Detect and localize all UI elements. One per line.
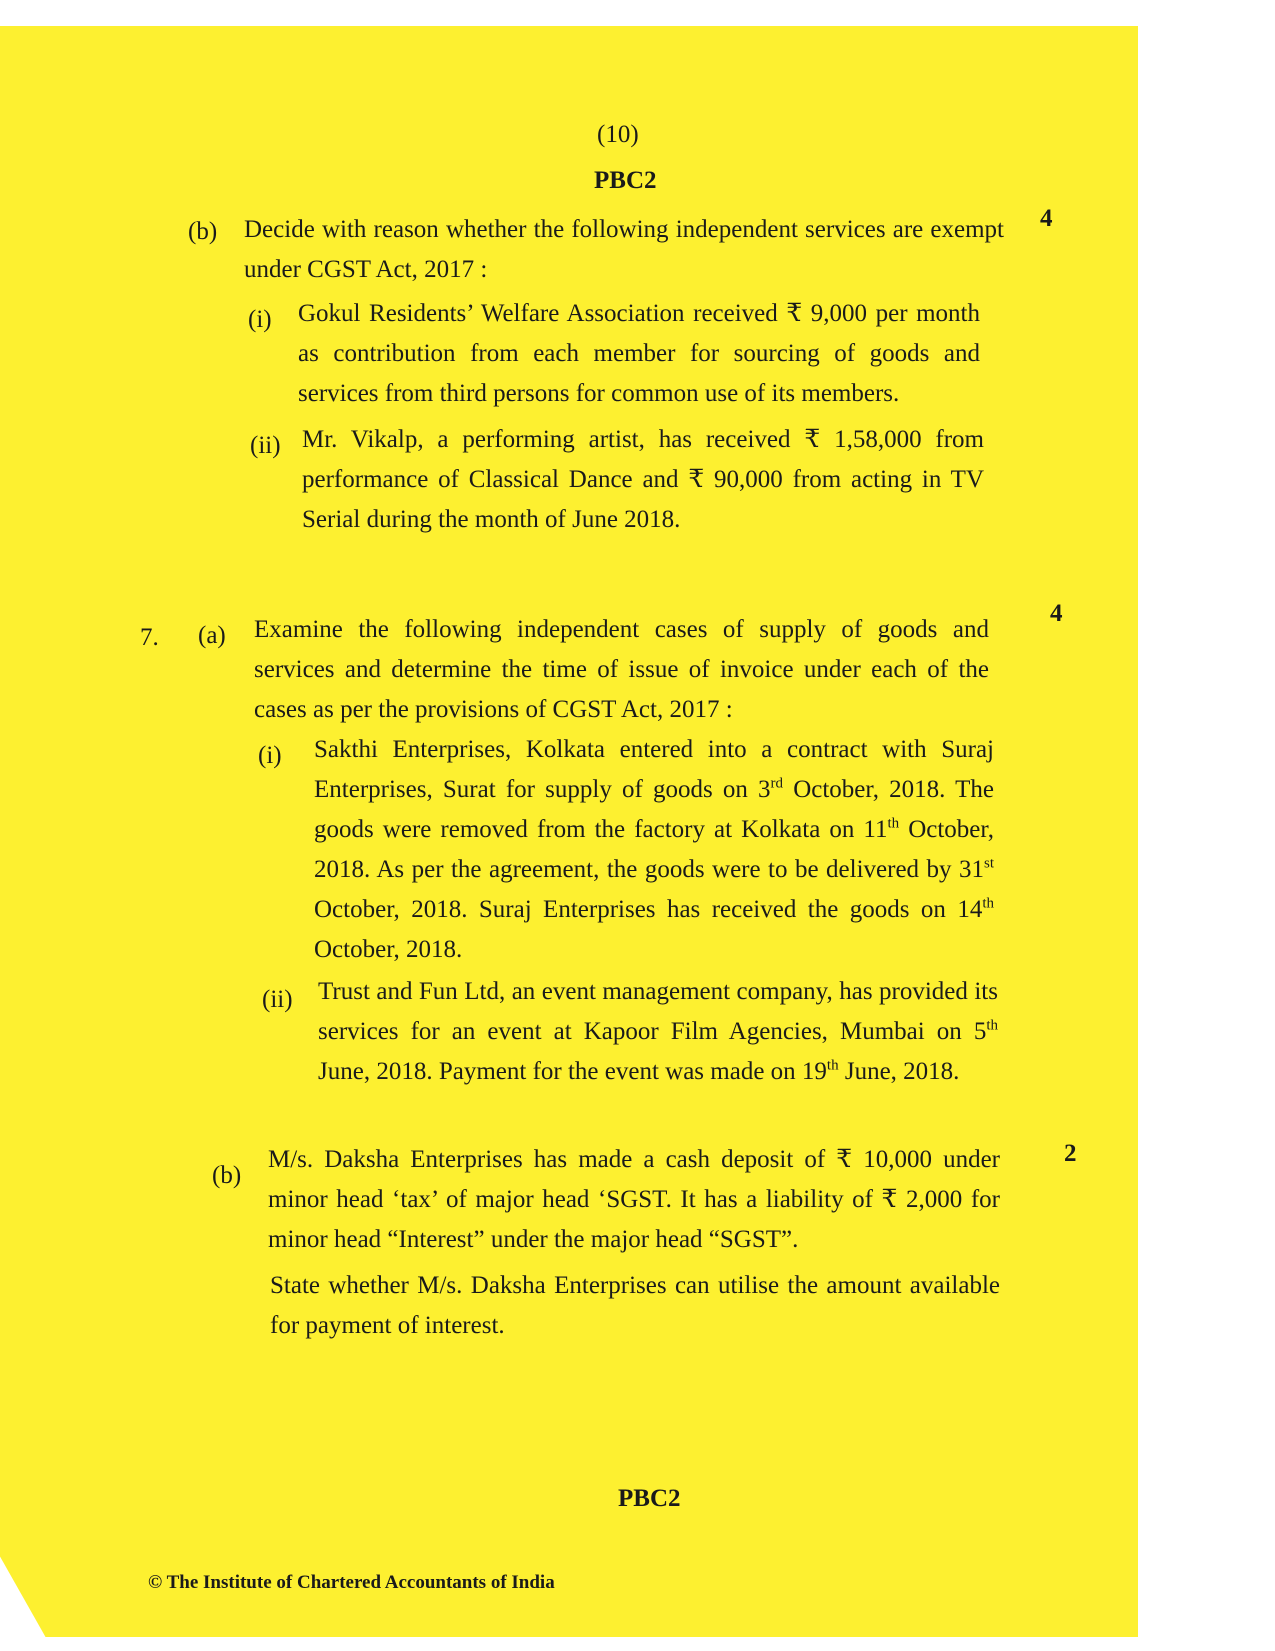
copyright-footer: © The Institute of Chartered Accountants of India — [148, 1572, 555, 1593]
q7b-label: (b) — [212, 1162, 242, 1189]
q6b-stem: Decide with reason whether the following independent services are exempt under CGST Act, 2017 : — [244, 216, 1004, 283]
q7a-marks: 4 — [1050, 600, 1063, 627]
q6b-label: (b) — [188, 218, 218, 245]
q6b-ii-label: (ii) — [250, 432, 281, 459]
q6b-marks: 4 — [1040, 205, 1053, 232]
page-number: (10) — [597, 121, 639, 148]
q7b-text2: State whether M/s. Daksha Enterprises can utilise the amount available for payment of interest. — [270, 1272, 1000, 1339]
q7a-stem: Examine the following independent cases of supply of goods and services and determine the time of issue of invoice under each of the cases as per the provisions of CGST Act, 2017 : — [254, 616, 989, 723]
q7a-i-text — [314, 730, 994, 970]
q6b-ii-text: Mr. Vikalp, a performing artist, has received ₹ 1,58,000 from performance of Classical Dance and ₹ 90,000 from acting in TV Serial during the month of June 2018. — [302, 426, 984, 533]
paper-code-header: PBC2 — [594, 167, 657, 194]
q7a-ii-text — [318, 972, 998, 1092]
q7a-ii-label: (ii) — [262, 986, 293, 1013]
q7a-label: (a) — [198, 622, 226, 649]
q7b-marks: 2 — [1064, 1140, 1077, 1167]
q7b-text1: M/s. Daksha Enterprises has made a cash deposit of ₹ 10,000 under minor head ‘tax’ of major head ‘SGST. It has a liability of ₹ 2,000 for minor head “Interest” under the major head “SGST”. — [268, 1146, 1000, 1253]
q6b-i-label: (i) — [248, 306, 272, 333]
paper-code-footer: PBC2 — [618, 1485, 681, 1512]
q6b-i-text: Gokul Residents’ Welfare Association received ₹ 9,000 per month as contribution from each member for sourcing of goods and services from third persons for common use of its members. — [298, 300, 980, 407]
q7a-ii-text-content: Trust and Fun Ltd, an event management company, has provided its services for an event at Kapoor Film Agencies, Mumbai on 5th June, 2018. Payment for the event was made on 19th June, 2018. — [318, 978, 998, 1085]
q7a-i-label: (i) — [258, 742, 282, 769]
q7a-i-text-content: Sakthi Enterprises, Kolkata entered into a contract with Suraj Enterprises, Surat for supply of goods on 3rd October, 2018. The goods were removed from the factory at Kolkata on 11th October, 2018. As per the agreement, the goods were to be delivered by 31st October, 2018. Suraj Enterprises has received the goods on 14th October, 2018. — [314, 736, 994, 963]
q7-number: 7. — [140, 624, 159, 651]
